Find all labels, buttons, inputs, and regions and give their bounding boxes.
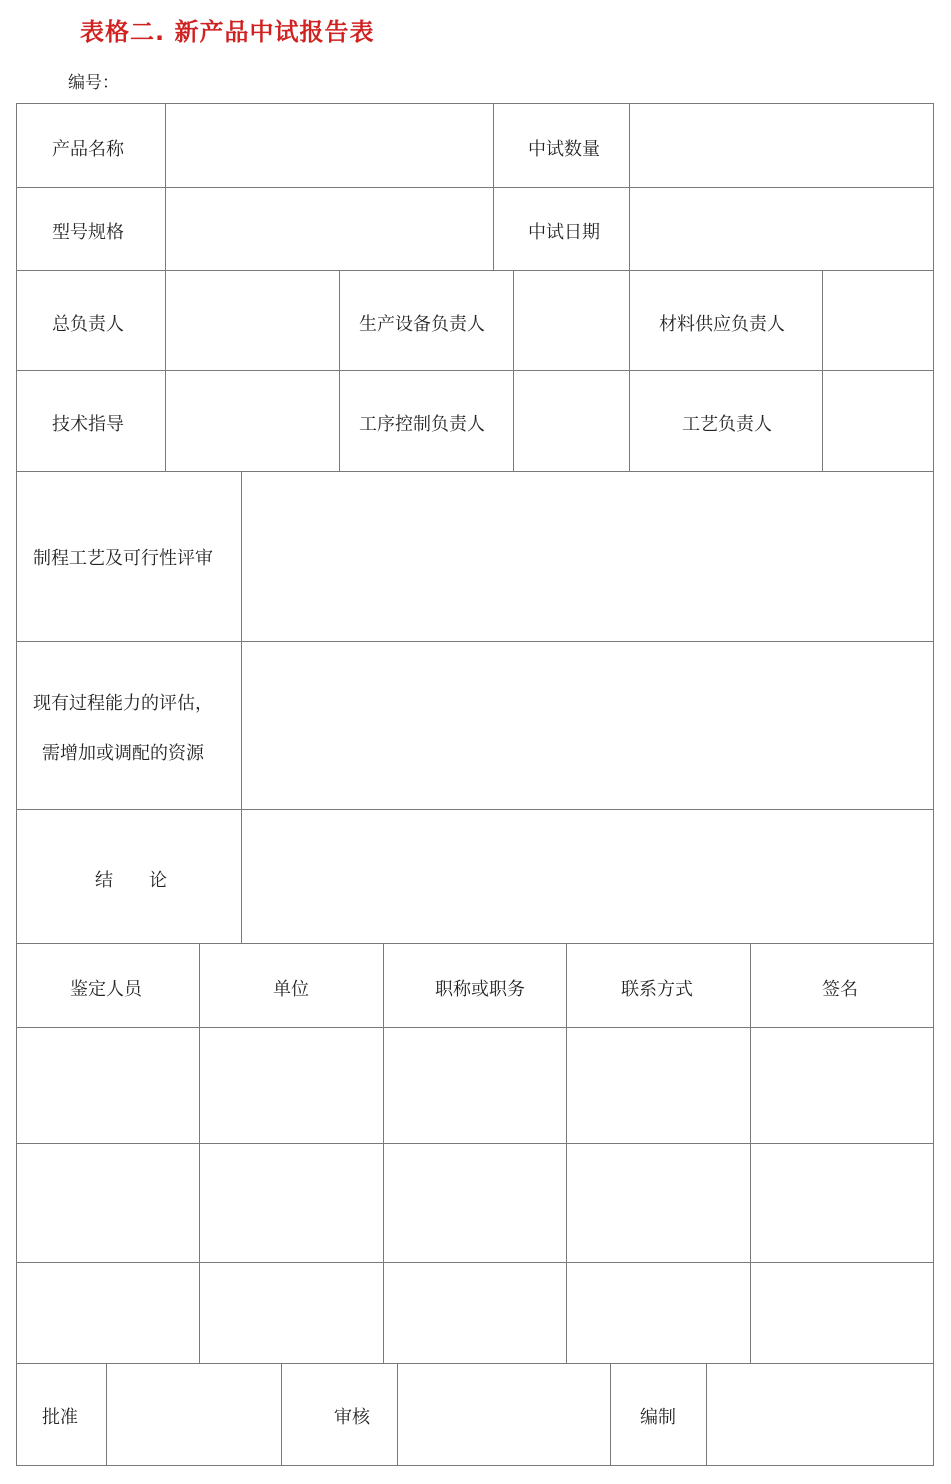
document-number-label: 编号：: [68, 73, 119, 93]
label-approve: 批准: [42, 1407, 78, 1428]
label-prepare: 编制: [640, 1407, 676, 1428]
field-material-supply-responsible[interactable]: [823, 271, 933, 370]
label-general-responsible: 总负责人: [52, 314, 124, 335]
appraiser-row-1[interactable]: [17, 1028, 933, 1143]
label-capability-assessment-line2: 需增加或调配的资源: [42, 743, 204, 764]
label-feasibility-review: 制程工艺及可行性评审: [33, 548, 213, 569]
header-unit: 单位: [273, 979, 309, 1000]
field-conclusion[interactable]: [242, 810, 933, 943]
field-prepare[interactable]: [707, 1364, 933, 1465]
label-product-name: 产品名称: [52, 139, 124, 160]
field-trial-quantity[interactable]: [630, 104, 933, 187]
field-feasibility-review[interactable]: [242, 472, 933, 641]
field-product-name[interactable]: [166, 104, 493, 187]
field-review[interactable]: [398, 1364, 610, 1465]
field-technical-guidance[interactable]: [166, 371, 339, 471]
appraiser-row-3[interactable]: [17, 1263, 933, 1363]
appraiser-row-2[interactable]: [17, 1144, 933, 1262]
label-conclusion: 结 论: [95, 870, 167, 891]
field-production-equipment-responsible[interactable]: [514, 271, 629, 370]
label-model-spec: 型号规格: [52, 222, 124, 243]
header-contact: 联系方式: [621, 979, 693, 1000]
header-signature: 签名: [822, 979, 858, 1000]
field-capability-assessment[interactable]: [242, 642, 933, 809]
label-trial-date: 中试日期: [528, 222, 600, 243]
label-capability-assessment-line1: 现有过程能力的评估，: [33, 693, 213, 714]
label-material-supply-responsible: 材料供应负责人: [659, 314, 785, 335]
page-title: 表格二. 新产品中试报告表: [80, 18, 375, 46]
field-process-control-responsible[interactable]: [514, 371, 629, 471]
field-approve[interactable]: [107, 1364, 281, 1465]
field-model-spec[interactable]: [166, 188, 493, 270]
label-technical-guidance: 技术指导: [52, 414, 124, 435]
label-production-equipment-responsible: 生产设备负责人: [359, 314, 485, 335]
field-trial-date[interactable]: [630, 188, 933, 270]
field-craft-responsible[interactable]: [823, 371, 933, 471]
label-trial-quantity: 中试数量: [528, 139, 600, 160]
header-title-position: 职称或职务: [435, 979, 525, 1000]
header-appraiser: 鉴定人员: [70, 979, 142, 1000]
label-craft-responsible: 工艺负责人: [682, 414, 772, 435]
field-general-responsible[interactable]: [166, 271, 339, 370]
label-review: 审核: [334, 1407, 370, 1428]
label-process-control-responsible: 工序控制负责人: [359, 414, 485, 435]
